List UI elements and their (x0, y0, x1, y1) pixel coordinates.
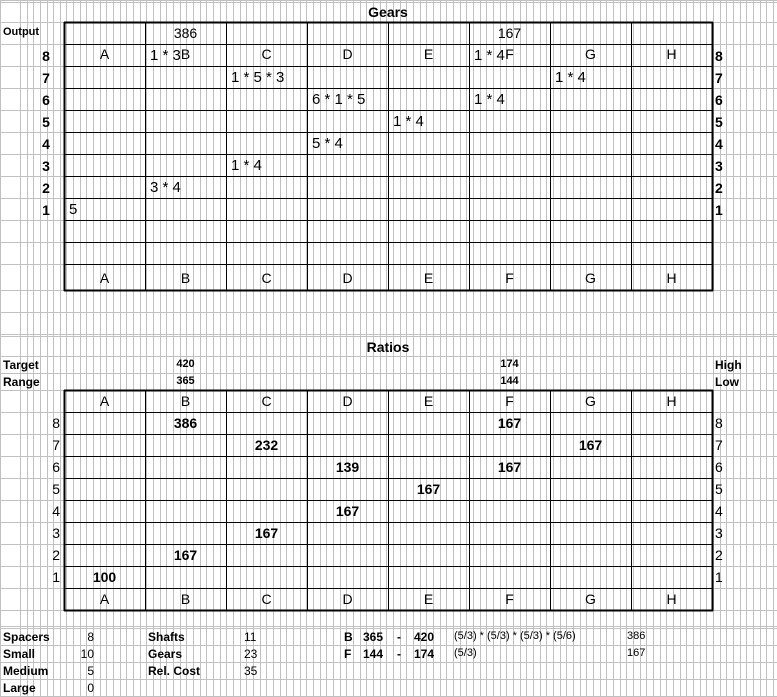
ratios-row-label-left: 6 (52, 459, 60, 475)
output-value-b[interactable]: 386 (173, 25, 198, 41)
chain-range-dash: - (397, 630, 401, 644)
gear-cell[interactable]: 5 (69, 201, 78, 218)
chain-range-high[interactable]: 174 (414, 647, 435, 661)
gears-header-e: E (423, 46, 434, 62)
gears-row-label-left: 2 (42, 180, 50, 196)
count-value-medium[interactable]: 5 (87, 664, 94, 678)
ratios-row-label-left: 3 (52, 525, 60, 541)
gears-footer-f: F (505, 270, 514, 286)
chain-shaft-label: B (344, 630, 353, 644)
ratios-row-label-right: 6 (715, 459, 723, 475)
gears-header-f: F (505, 46, 514, 62)
ratios-header-c: C (261, 393, 272, 409)
gears-header-a: A (99, 46, 110, 62)
ratio-cell[interactable]: 167 (416, 481, 441, 497)
count-label-medium: Medium (3, 664, 49, 678)
gears-footer-h: H (666, 270, 677, 286)
gears-row-label-left: 4 (42, 136, 50, 152)
ratios-footer-d: D (342, 591, 353, 607)
total-label: Shafts (148, 630, 185, 644)
ratios-row-label-left: 8 (52, 415, 60, 431)
range-label: Range (3, 375, 40, 389)
count-label-large: Large (3, 681, 36, 695)
chain-range-low[interactable]: 144 (363, 647, 384, 661)
gear-cell[interactable]: 6 * 1 * 5 (312, 91, 366, 108)
gears-row-label-right: 1 (715, 202, 723, 218)
gears-row-label-left: 7 (42, 70, 50, 86)
output-value-f[interactable]: 167 (497, 25, 522, 41)
ratio-cell[interactable]: 232 (254, 437, 279, 453)
chain-range-low[interactable]: 365 (363, 630, 384, 644)
gear-cell[interactable]: 1 * 3 (150, 47, 181, 64)
ratios-header-d: D (342, 393, 353, 409)
gear-cell[interactable]: 1 * 4 (474, 91, 505, 108)
ratios-row-label-right: 2 (715, 547, 723, 563)
gears-row-label-right: 6 (715, 92, 723, 108)
gears-row-label-left: 6 (42, 92, 50, 108)
gears-header-g: G (585, 46, 596, 62)
ratios-header-f: F (505, 393, 514, 409)
chain-range-high[interactable]: 420 (414, 630, 435, 644)
chain-result[interactable]: 386 (627, 630, 646, 642)
gears-row-label-left: 3 (42, 158, 50, 174)
total-value[interactable]: 23 (244, 647, 258, 661)
total-label: Gears (148, 647, 183, 661)
ratios-header-g: G (585, 393, 596, 409)
ratios-footer-e: E (423, 591, 434, 607)
gears-footer-g: G (585, 270, 596, 286)
ratios-row-label-right: 3 (715, 525, 723, 541)
target-value-f[interactable]: 174 (500, 358, 519, 370)
ratios-row-label-right: 1 (715, 569, 723, 585)
ratios-row-label-left: 4 (52, 503, 60, 519)
gears-footer-a: A (99, 270, 110, 286)
ratio-cell[interactable]: 167 (173, 547, 198, 563)
gears-footer-c: C (261, 270, 272, 286)
low-label: Low (715, 375, 739, 389)
ratios-header-a: A (99, 393, 110, 409)
ratios-footer-g: G (585, 591, 596, 607)
target-value-b[interactable]: 420 (176, 358, 195, 370)
ratios-row-label-right: 4 (715, 503, 723, 519)
gears-row-label-left: 8 (42, 48, 50, 64)
range-value-f[interactable]: 144 (500, 375, 519, 387)
count-value-large[interactable]: 0 (87, 681, 94, 695)
high-label: High (715, 358, 742, 372)
gear-cell[interactable]: 1 * 4 (231, 157, 262, 174)
ratios-row-label-right: 8 (715, 415, 723, 431)
ratios-footer-c: C (261, 591, 272, 607)
gears-footer-e: E (423, 270, 434, 286)
gears-row-label-right: 2 (715, 180, 723, 196)
gears-header-h: H (666, 46, 677, 62)
gear-cell[interactable]: 1 * 4 (393, 113, 424, 130)
gears-footer-b: B (180, 270, 191, 286)
ratio-cell[interactable]: 100 (92, 569, 117, 585)
gear-cell[interactable]: 1 * 4 (474, 47, 505, 64)
total-value[interactable]: 35 (244, 664, 258, 678)
gear-cell[interactable]: 1 * 5 * 3 (231, 69, 285, 86)
ratios-footer-f: F (505, 591, 514, 607)
count-label-spacers: Spacers (3, 630, 50, 644)
ratios-header-e: E (423, 393, 434, 409)
gears-title: Gears (368, 4, 408, 20)
gear-cell[interactable]: 5 * 4 (312, 135, 343, 152)
output-label: Output (3, 26, 40, 38)
range-value-b[interactable]: 365 (176, 375, 195, 387)
ratio-cell[interactable]: 167 (497, 459, 522, 475)
ratios-row-label-left: 1 (52, 569, 60, 585)
ratios-row-label-left: 7 (52, 437, 60, 453)
gears-row-label-left: 1 (42, 202, 50, 218)
ratios-footer-b: B (180, 591, 191, 607)
ratios-row-label-left: 5 (52, 481, 60, 497)
gears-row-label-right: 5 (715, 114, 723, 130)
ratios-row-label-right: 7 (715, 437, 723, 453)
chain-formula[interactable]: (5/3) (454, 647, 477, 659)
count-label-small: Small (3, 647, 36, 661)
gears-row-label-left: 5 (42, 114, 50, 130)
gears-row-label-right: 3 (715, 158, 723, 174)
ratio-cell[interactable]: 167 (578, 437, 603, 453)
target-label: Target (3, 358, 39, 372)
ratio-cell[interactable]: 167 (497, 415, 522, 431)
gear-cell[interactable]: 1 * 4 (555, 69, 586, 86)
chain-result[interactable]: 167 (627, 647, 646, 659)
gears-header-b: B (180, 46, 191, 62)
ratio-cell[interactable]: 386 (173, 415, 198, 431)
ratios-footer-h: H (666, 591, 677, 607)
ratios-row-label-right: 5 (715, 481, 723, 497)
count-value-small[interactable]: 10 (80, 647, 94, 661)
count-value-spacers[interactable]: 8 (87, 630, 94, 644)
gears-header-c: C (261, 46, 272, 62)
ratios-header-b: B (180, 393, 191, 409)
gears-row-label-right: 8 (715, 48, 723, 64)
gears-footer-d: D (342, 270, 353, 286)
ratios-row-label-left: 2 (52, 547, 60, 563)
gears-row-label-right: 7 (715, 70, 723, 86)
ratio-cell[interactable]: 167 (254, 525, 279, 541)
gears-row-label-right: 4 (715, 136, 723, 152)
chain-formula[interactable]: (5/3) * (5/3) * (5/3) * (5/6) (454, 630, 576, 642)
ratios-header-h: H (666, 393, 677, 409)
chain-shaft-label: F (344, 647, 352, 661)
ratio-cell[interactable]: 139 (335, 459, 360, 475)
gears-header-d: D (342, 46, 353, 62)
chain-range-dash: - (397, 647, 401, 661)
ratio-cell[interactable]: 167 (335, 503, 360, 519)
gear-cell[interactable]: 3 * 4 (150, 179, 181, 196)
ratios-footer-a: A (99, 591, 110, 607)
total-label: Rel. Cost (148, 664, 201, 678)
ratios-title: Ratios (366, 339, 410, 355)
total-value[interactable]: 11 (244, 630, 257, 644)
